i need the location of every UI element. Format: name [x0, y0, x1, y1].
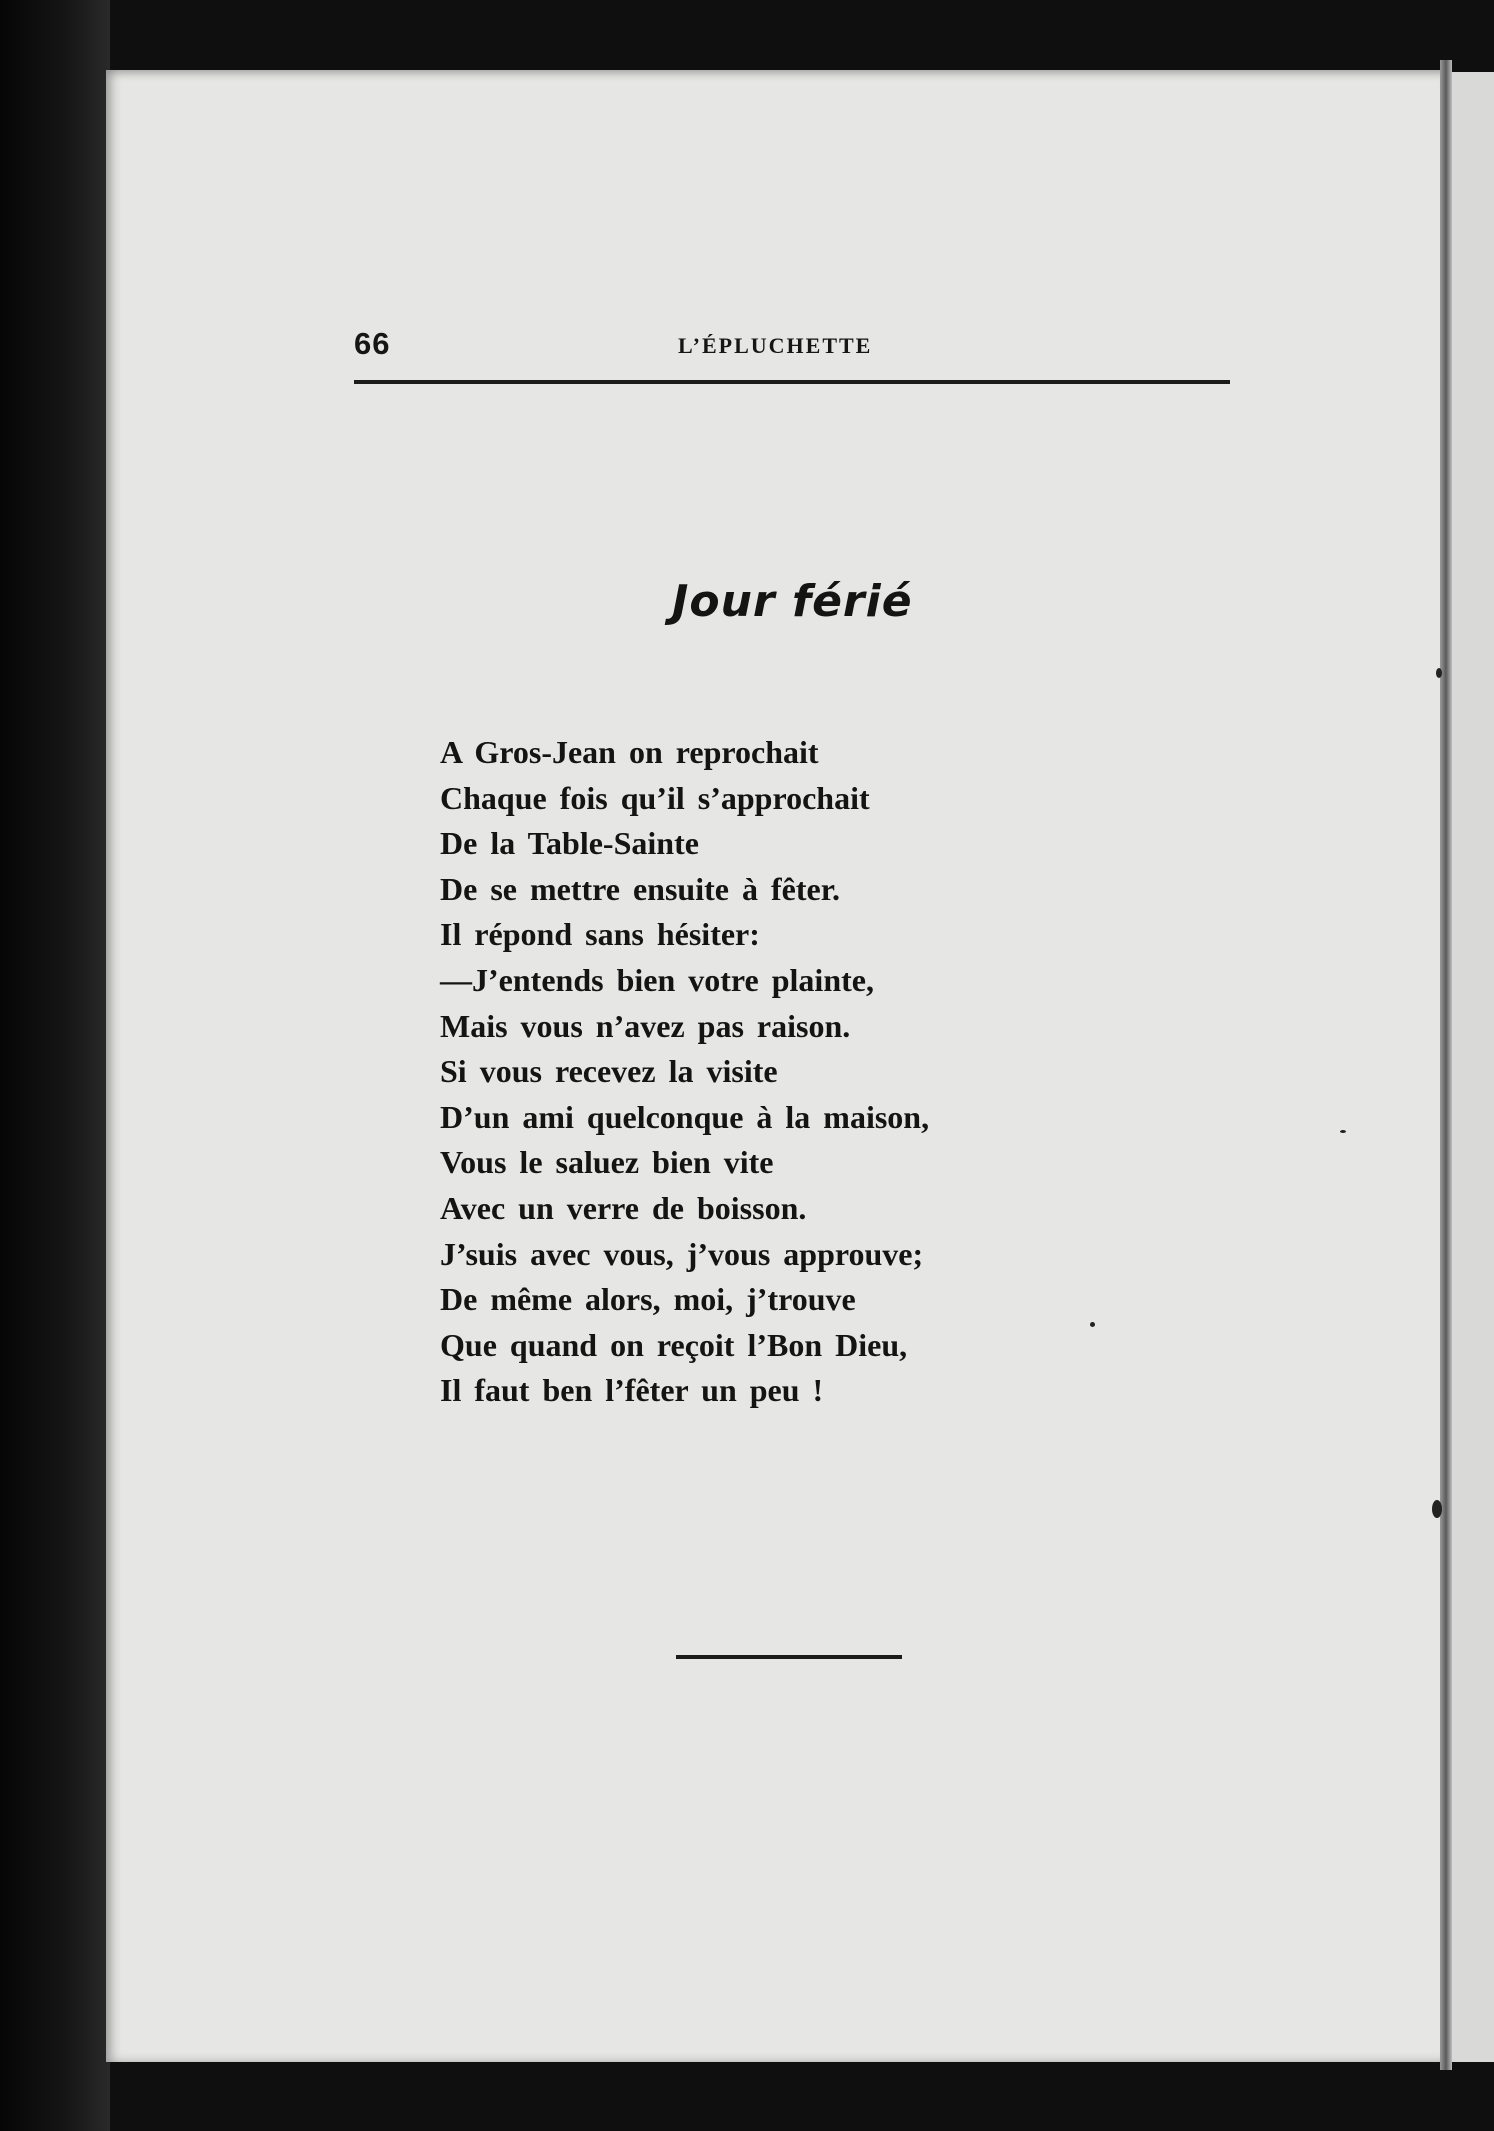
poem-line: De la Table-Sainte: [440, 825, 699, 862]
poem-line: Mais vous n’avez pas raison.: [440, 1007, 851, 1044]
poem-line: J’suis avec vous, j’vous approuve;: [440, 1235, 924, 1272]
poem-line: Que quand on reçoit l’Bon Dieu,: [440, 1326, 908, 1363]
page-number: 66: [354, 326, 391, 361]
poem-line: D’un ami quelconque à la maison,: [440, 1098, 930, 1135]
poem-line: De se mettre ensuite à fêter.: [440, 870, 840, 907]
scan-left-edge: [0, 0, 110, 2131]
poem-line: —J’entends bien votre plainte,: [440, 961, 874, 998]
facing-page-edge: [1452, 72, 1494, 2062]
scan-speck: [1432, 1500, 1442, 1518]
poem-line: Avec un verre de boisson.: [440, 1189, 807, 1226]
poem-line: Vous le saluez bien vite: [440, 1144, 774, 1181]
poem-line: Si vous recevez la visite: [440, 1053, 778, 1090]
poem-line: De même alors, moi, j’trouve: [440, 1281, 856, 1318]
poem-title: Jour férié: [672, 576, 913, 627]
scan-speck: [1340, 1130, 1346, 1133]
running-head: L’ÉPLUCHETTE: [678, 333, 873, 358]
poem-body: [440, 730, 1040, 1414]
page-gutter: [1440, 60, 1452, 2070]
scan-speck: [1090, 1322, 1095, 1327]
poem-line: Chaque fois qu’il s’approchait: [440, 779, 870, 816]
poem-line: Il répond sans hésiter:: [440, 916, 760, 953]
header-rule: [354, 380, 1230, 384]
page-header: [354, 326, 1230, 386]
end-rule: [676, 1655, 902, 1659]
poem-line: Il faut ben l’fêter un peu !: [440, 1372, 824, 1409]
poem-line: A Gros-Jean on reprochait: [440, 734, 819, 770]
scan-speck: [1436, 668, 1442, 678]
